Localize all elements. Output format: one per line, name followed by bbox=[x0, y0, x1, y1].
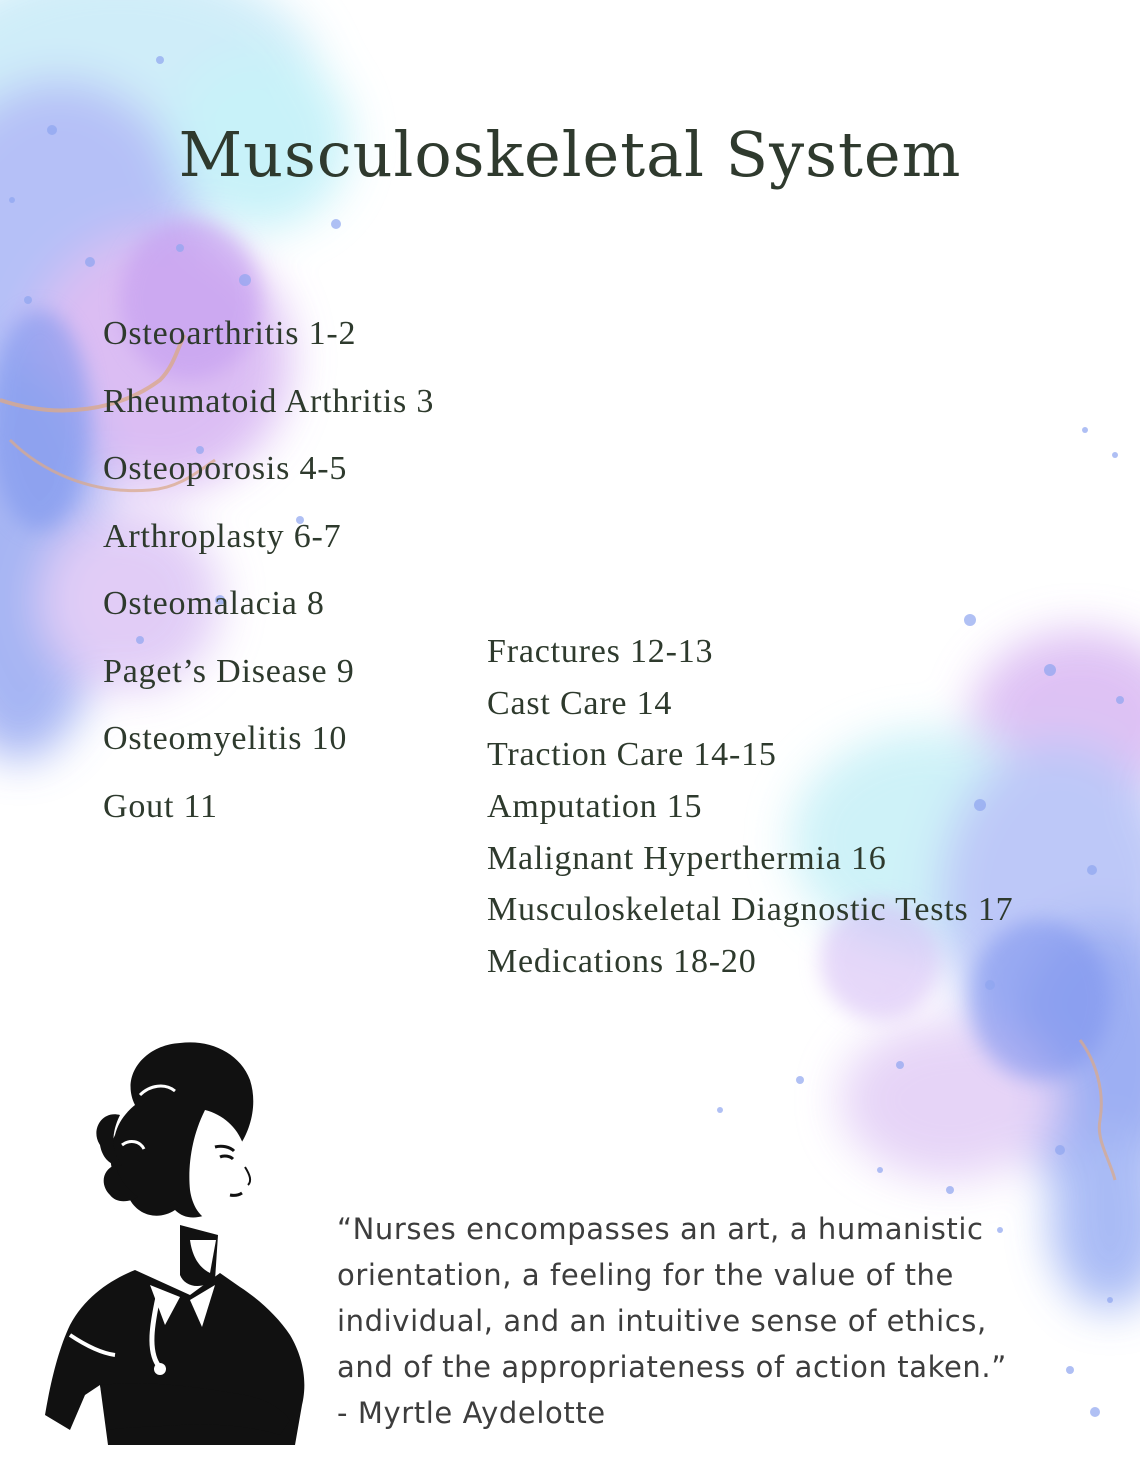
quote-line: individual, and an intuitive sense of ethics, bbox=[337, 1304, 987, 1338]
toc-item: Arthroplasty 6-7 bbox=[103, 517, 342, 555]
toc-item: Rheumatoid Arthritis 3 bbox=[103, 382, 435, 420]
quote-line: “Nurses encompasses an art, a humanistic bbox=[337, 1212, 984, 1246]
toc-item: Osteomalacia 8 bbox=[103, 585, 325, 622]
toc-item: Medications 18-20 bbox=[487, 943, 757, 981]
toc-item: Fractures 12-13 bbox=[487, 633, 714, 670]
quote-author: - Myrtle Aydelotte bbox=[337, 1396, 606, 1430]
toc-item: Osteoarthritis 1-2 bbox=[103, 315, 357, 352]
toc-item: Malignant Hyperthermia 16 bbox=[487, 839, 887, 877]
toc-item: Osteomyelitis 10 bbox=[103, 720, 348, 757]
toc-item: Cast Care 14 bbox=[487, 684, 673, 722]
quote-line: orientation, a feeling for the value of the bbox=[337, 1258, 954, 1292]
toc-item: Amputation 15 bbox=[487, 788, 703, 826]
toc-item: Gout 11 bbox=[103, 787, 218, 825]
toc-item: Traction Care 14-15 bbox=[487, 736, 777, 774]
quote-line: and of the appropriateness of action taken.” bbox=[337, 1350, 1007, 1384]
toc-item: Paget’s Disease 9 bbox=[103, 652, 355, 690]
quote-block bbox=[337, 1206, 1127, 1436]
toc-item: Musculoskeletal Diagnostic Tests 17 bbox=[487, 891, 1014, 929]
nurse-silhouette-icon bbox=[40, 1035, 310, 1455]
toc-right-column bbox=[487, 630, 1013, 992]
toc-left-column bbox=[103, 312, 434, 852]
toc-item: Osteoporosis 4-5 bbox=[103, 450, 348, 487]
page-title: Musculoskeletal System bbox=[178, 118, 962, 191]
